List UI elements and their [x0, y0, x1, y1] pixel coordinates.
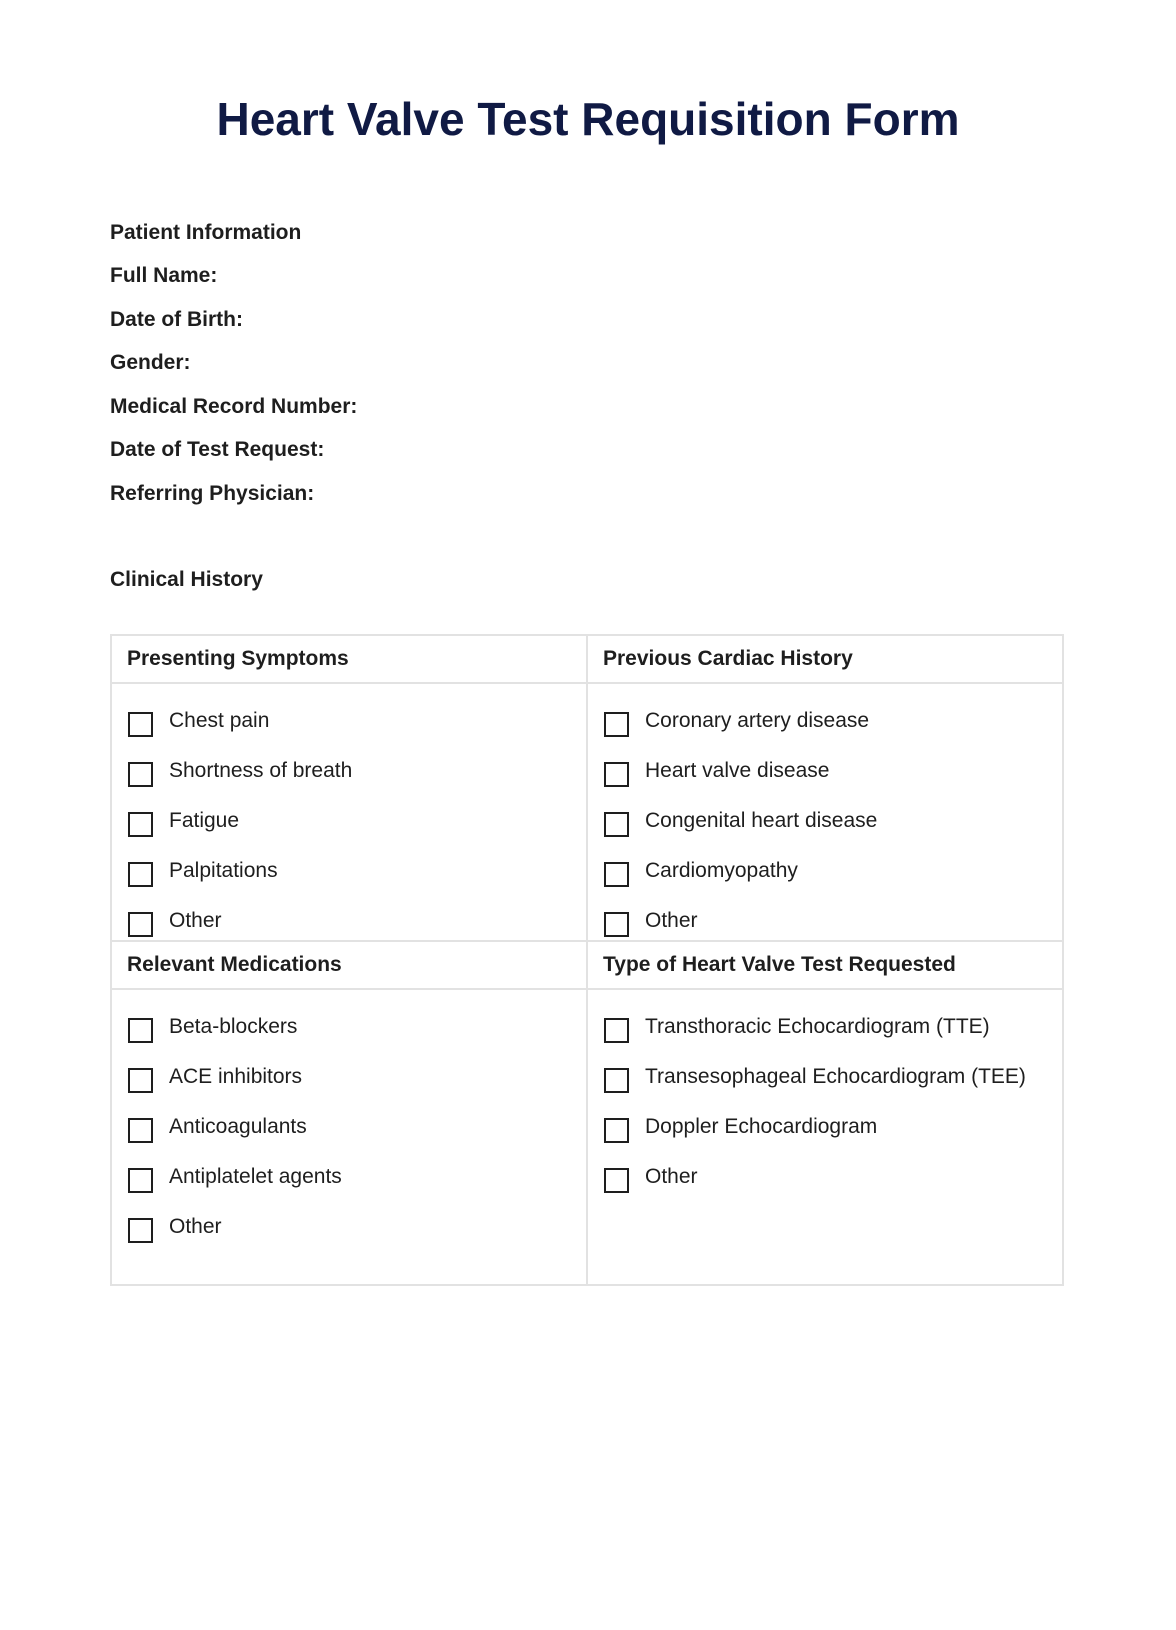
section-heading: Relevant Medications [111, 941, 587, 989]
checkbox[interactable] [128, 762, 153, 787]
checkbox-item[interactable] [128, 1065, 586, 1093]
field-label: Full Name: [110, 264, 218, 287]
checkbox[interactable] [604, 1118, 629, 1143]
checkbox[interactable] [128, 1018, 153, 1043]
checkbox-label: Antiplatelet agents [169, 1165, 342, 1188]
checkbox-label: Other [645, 909, 698, 932]
checkbox-item[interactable] [128, 859, 586, 887]
checkbox[interactable] [604, 1068, 629, 1093]
checkbox-label: Heart valve disease [645, 759, 830, 782]
checkbox-label: ACE inhibitors [169, 1065, 303, 1088]
checkbox[interactable] [604, 812, 629, 837]
checkbox-item[interactable] [128, 809, 586, 837]
checkbox-item[interactable] [128, 1165, 586, 1193]
checkbox-label: Congenital heart disease [645, 809, 878, 832]
checkbox-item[interactable] [128, 1115, 586, 1143]
checkbox[interactable] [604, 862, 629, 887]
field-label: Gender: [110, 351, 191, 374]
section-heading: Presenting Symptoms [111, 635, 587, 683]
checkbox[interactable] [128, 812, 153, 837]
checkbox-label: Other [645, 1165, 698, 1188]
checkbox-item[interactable] [604, 809, 1062, 837]
checkbox[interactable] [128, 1068, 153, 1093]
checkbox[interactable] [604, 712, 629, 737]
section-heading: Type of Heart Valve Test Requested [587, 941, 1063, 989]
checkbox-label: Fatigue [169, 809, 240, 832]
clinical-history-table [110, 634, 1064, 1286]
section-heading: Previous Cardiac History [587, 635, 1063, 683]
checkbox-label: Transesophageal Echocardiogram (TEE) [645, 1065, 1026, 1088]
checkbox[interactable] [604, 762, 629, 787]
checkbox-item[interactable] [604, 1165, 1062, 1193]
field-label: Date of Birth: [110, 307, 243, 331]
checkbox-label: Anticoagulants [169, 1115, 307, 1138]
checkbox[interactable] [128, 1118, 153, 1143]
checkbox-label: Palpitations [169, 859, 278, 882]
field-label: Medical Record Number: [110, 394, 358, 418]
checkbox-label: Chest pain [169, 709, 270, 732]
checkbox[interactable] [128, 862, 153, 887]
checkbox-item[interactable] [604, 1115, 1062, 1143]
checkbox-item[interactable] [604, 909, 1062, 937]
checkbox-item[interactable] [128, 709, 586, 737]
checkbox-item[interactable] [128, 909, 586, 937]
checkbox-label: Transthoracic Echocardiogram (TTE) [645, 1015, 990, 1038]
patient-info-heading: Patient Information [110, 221, 302, 244]
checkbox-item[interactable] [128, 1215, 586, 1243]
checkbox[interactable] [128, 712, 153, 737]
checkbox-item[interactable] [604, 709, 1062, 737]
checkbox[interactable] [128, 912, 153, 937]
checkbox-label: Beta-blockers [169, 1015, 298, 1038]
checkbox-label: Shortness of breath [169, 759, 353, 782]
checkbox-label: Doppler Echocardiogram [645, 1115, 878, 1138]
checkbox[interactable] [128, 1218, 153, 1243]
checkbox-label: Other [169, 1215, 222, 1238]
checkbox-item[interactable] [604, 1015, 1062, 1043]
checkbox-item[interactable] [604, 859, 1062, 887]
checkbox[interactable] [604, 1018, 629, 1043]
page-title: Heart Valve Test Requisition Form [216, 93, 960, 145]
checkbox-item[interactable] [128, 759, 586, 787]
checkbox-item[interactable] [604, 759, 1062, 787]
clinical-history-heading: Clinical History [110, 568, 263, 591]
checkbox[interactable] [128, 1168, 153, 1193]
field-label: Referring Physician: [110, 481, 315, 505]
checkbox[interactable] [604, 912, 629, 937]
checkbox-label: Cardiomyopathy [645, 859, 798, 882]
checkbox-label: Coronary artery disease [645, 709, 870, 732]
checkbox-item[interactable] [128, 1015, 586, 1043]
checkbox-label: Other [169, 909, 222, 932]
field-label: Date of Test Request: [110, 438, 325, 461]
checkbox[interactable] [604, 1168, 629, 1193]
checkbox-item[interactable] [604, 1065, 1062, 1093]
